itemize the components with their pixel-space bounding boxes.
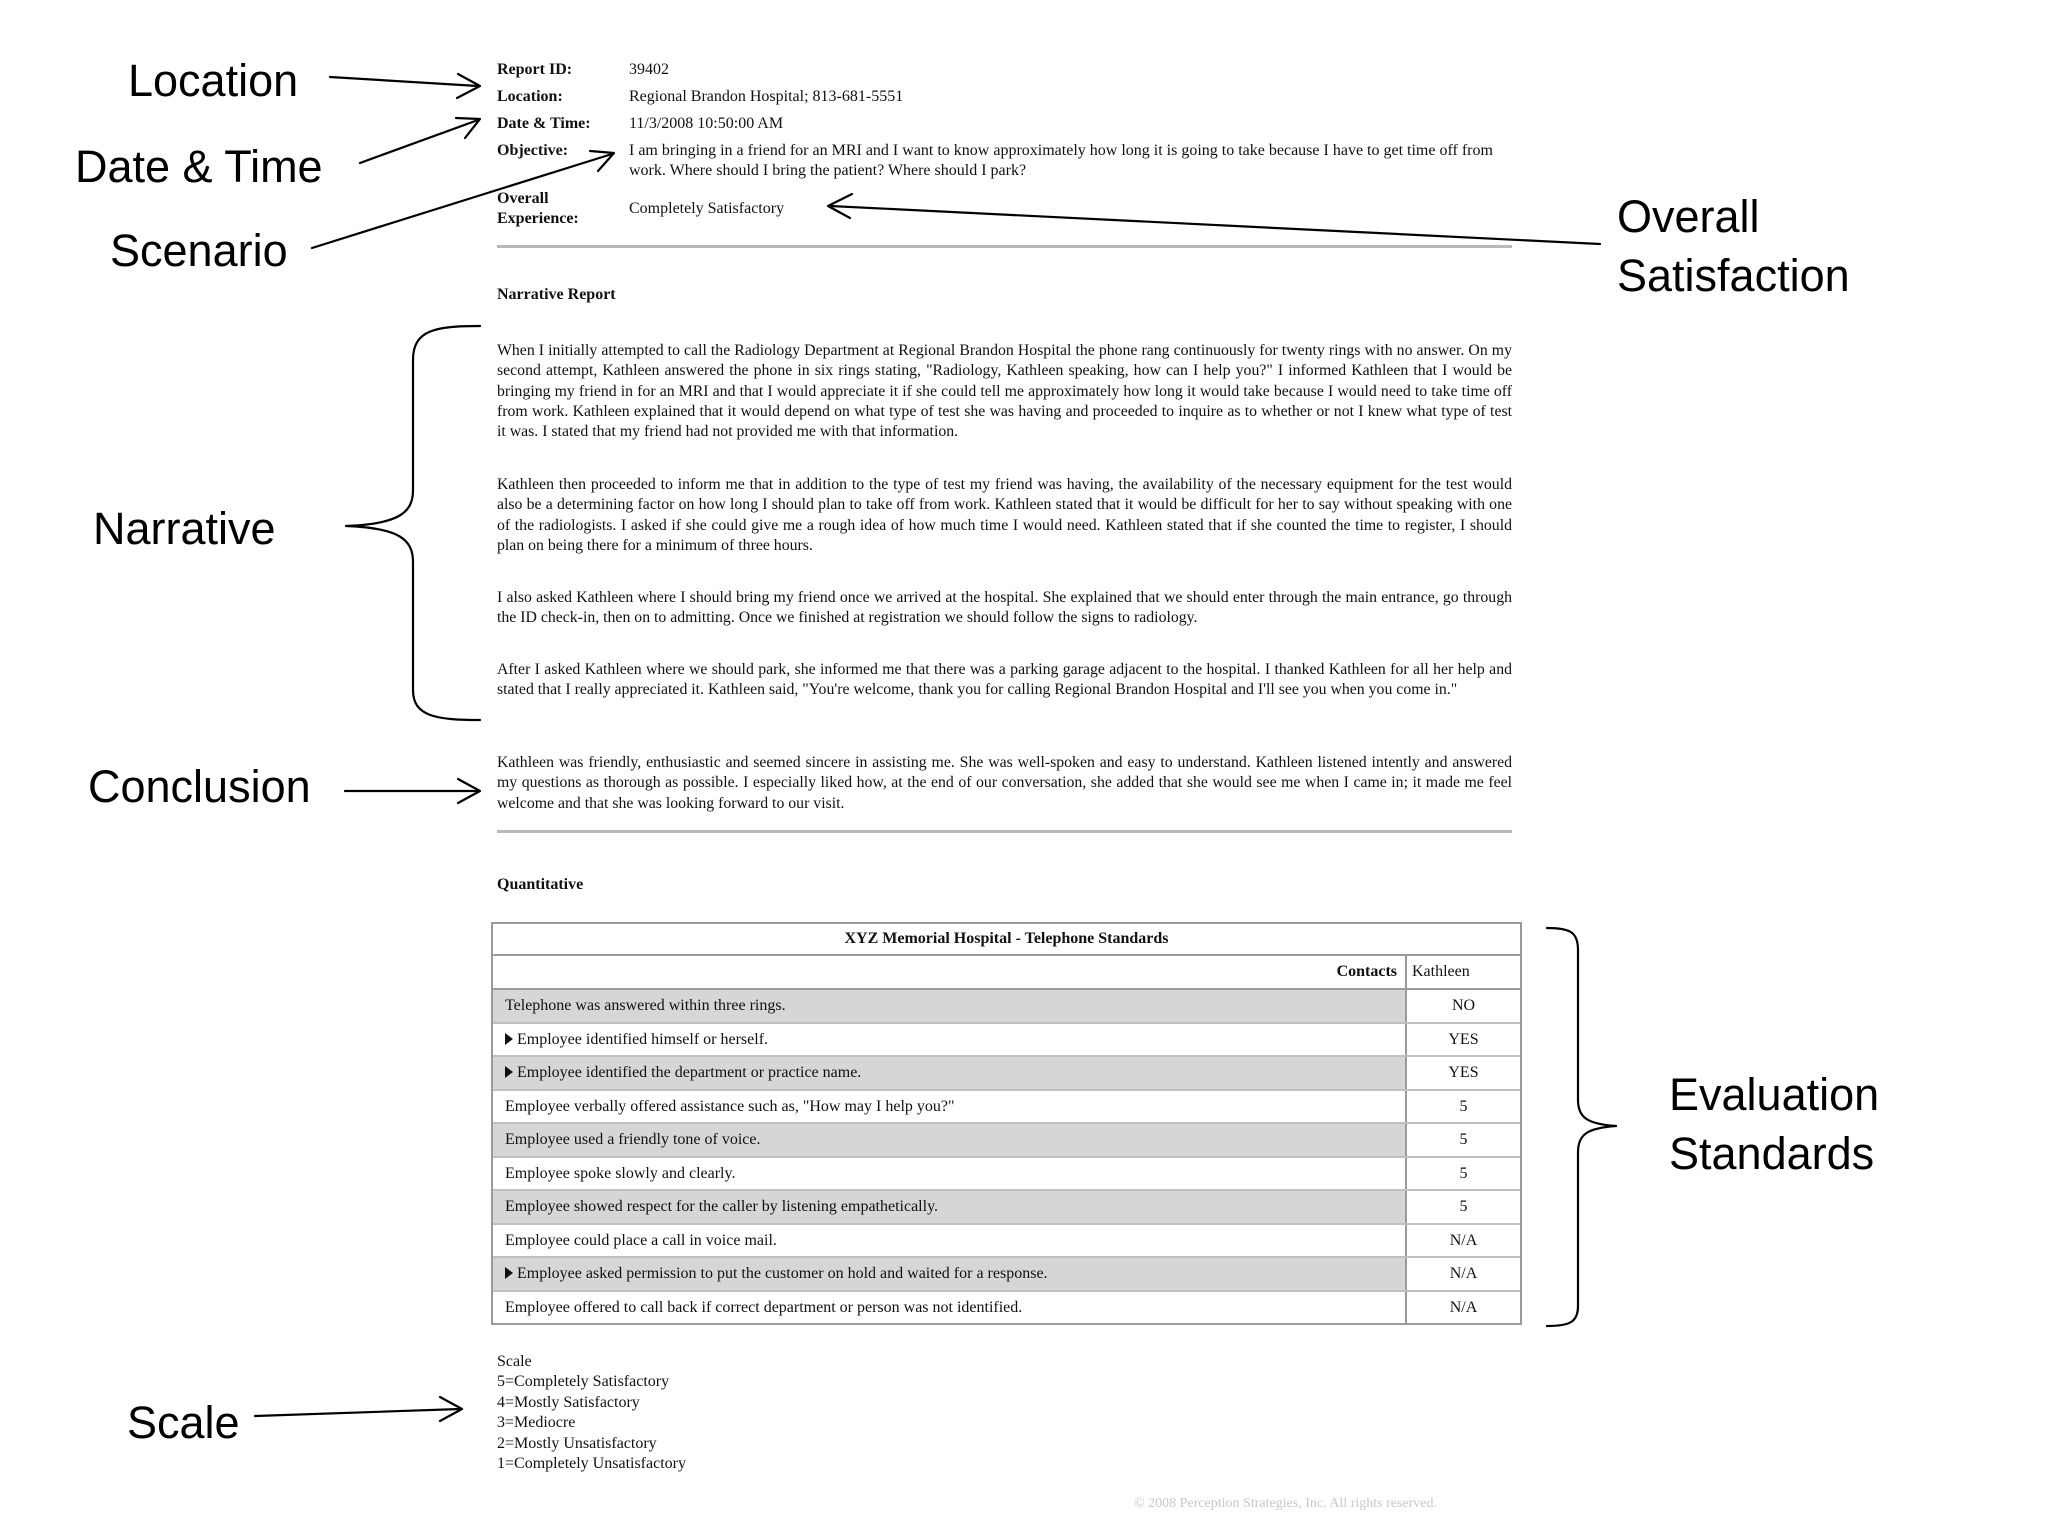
annotation-location: Location (128, 55, 299, 106)
row-marker-icon (505, 1267, 513, 1279)
standard-value: 5 (1459, 1131, 1468, 1148)
annotation-scale: Scale (127, 1397, 240, 1448)
scale-title: Scale (497, 1353, 532, 1370)
table-header-person: Kathleen (1412, 963, 1470, 980)
objective-row (497, 141, 1512, 183)
table-row (493, 1191, 1520, 1225)
annotation-conclusion: Conclusion (88, 761, 311, 812)
annotation-scenario: Scenario (110, 225, 288, 276)
standard-value: 5 (1459, 1097, 1468, 1115)
narrative-paragraph-3: I also asked Kathleen where I should bring my friend once we arrived at the hospital. She explained that we should enter through the main entrance, go through the ID check-in, then on to admitting. Once we finished at registration we should follow the signs to radiology. (497, 589, 1512, 627)
location-row (497, 87, 1512, 107)
standard-label (493, 1158, 1407, 1190)
standard-label (493, 1225, 1407, 1257)
table-row (493, 1158, 1520, 1192)
standard-value: YES (1448, 1064, 1479, 1081)
report-id-label: Report ID: (497, 61, 573, 78)
narrative-conclusion: Kathleen was friendly, enthusiastic and seemed sincere in assisting me. She was well-spoken and easy to understand. Kathleen listened intently and answered my questions as thorough as possible. I especially liked how, at the end of our conversation, she added that she would see me when I came in; it made me feel welcome and that she was looking forward to our visit. (497, 754, 1512, 812)
annotation-evaluation-standards-line1: Evaluation (1669, 1069, 1880, 1120)
arrow-conclusion (345, 779, 480, 803)
annotation-evaluation-standards-line2: Standards (1669, 1127, 1875, 1179)
standard-value: N/A (1449, 1265, 1478, 1282)
standard-label-text: Employee spoke slowly and clearly. (505, 1164, 736, 1182)
standard-label (493, 1091, 1407, 1123)
table-header-contacts: Contacts (493, 956, 1407, 988)
standard-label (493, 1292, 1407, 1324)
objective-value: I am bringing in a friend for an MRI and I want to know approximately how long it is going to take because I have to get time off from work. Where should I bring the patient? Where should I park? (629, 142, 1493, 179)
standard-value: NO (1451, 997, 1476, 1014)
objective-label: Objective: (497, 142, 569, 159)
table-row (493, 1091, 1520, 1125)
row-marker-icon (505, 1033, 513, 1045)
standard-label-text: Employee identified himself or herself. (517, 1030, 769, 1048)
brace-narrative (346, 326, 480, 720)
divider (497, 830, 1512, 833)
brace-evaluation-standards (1547, 928, 1616, 1326)
standard-value: N/A (1449, 1231, 1478, 1249)
standard-label-text: Employee offered to call back if correct department or person was not identified. (505, 1298, 1023, 1316)
standard-label-text: Employee identified the department or practice name. (517, 1064, 862, 1081)
scale-item: 5=Completely Satisfactory (497, 1373, 670, 1391)
table-title: XYZ Memorial Hospital - Telephone Standards (493, 924, 1520, 956)
standard-value: 5 (1459, 1164, 1468, 1182)
divider (497, 245, 1512, 248)
standard-label-text: Employee showed respect for the caller by listening empathetically. (505, 1198, 939, 1215)
standard-label (493, 1191, 1407, 1223)
standard-label (493, 990, 1407, 1022)
scale-item: 3=Mediocre (497, 1414, 576, 1432)
table-row (493, 1225, 1520, 1259)
scale-item: 2=Mostly Unsatisfactory (497, 1434, 657, 1452)
location-label: Location: (497, 88, 563, 105)
quantitative-title: Quantitative (497, 876, 584, 893)
scale-legend (497, 1352, 686, 1474)
annotation-date-time: Date & Time (75, 141, 323, 192)
standard-label (493, 1024, 1407, 1056)
annotation-overall-satisfaction-line2: Satisfaction (1617, 249, 1850, 301)
standard-label (493, 1057, 1407, 1089)
narrative-paragraph-4: After I asked Kathleen where we should park, she informed me that there was a parking garage adjacent to the hospital. I thanked Kathleen for all her help and stated that I really appreciated it. Kathleen said, "You're welcome, thank you for calling Regional Brandon Hospital and I'll see you when you come in." (497, 661, 1512, 699)
standard-label-text: Employee used a friendly tone of voice. (505, 1131, 761, 1148)
narrative-paragraph-2: Kathleen then proceeded to inform me that in addition to the type of test my friend was having, the availability of the necessary equipment for the test would also be a determining factor on how long I should plan to take off from work. Kathleen stated that it would be difficult for her to say without speaking with one of the radiologists. I asked if she could give me a rough idea of how much time I would need. Kathleen stated that if she counted the time to register, I should plan on being there for a minimum of three hours. (497, 476, 1512, 554)
table-header-row (493, 956, 1520, 990)
standard-label-text: Telephone was answered within three rings. (505, 997, 786, 1014)
scale-item: 4=Mostly Satisfactory (497, 1393, 640, 1411)
overall-label-line1: Overall (497, 190, 549, 207)
copyright-footer: © 2008 Perception Strategies, Inc. All rights reserved. (1134, 1496, 1438, 1511)
annotation-overall-satisfaction-line1: Overall (1617, 191, 1760, 242)
datetime-value: 11/3/2008 10:50:00 AM (629, 115, 784, 132)
annotation-narrative: Narrative (93, 503, 276, 554)
arrow-date-time (360, 118, 480, 163)
report-id-row (497, 60, 1512, 80)
standard-value: N/A (1449, 1298, 1478, 1316)
table-row (493, 1057, 1520, 1091)
location-value: Regional Brandon Hospital; 813-681-5551 (629, 88, 904, 105)
narrative-paragraph-1: When I initially attempted to call the Radiology Department at Regional Brandon Hospital the phone rang continuously for twenty rings with no answer. On my second attempt, Kathleen answered the phone in six rings stating, "Radiology, Kathleen speaking, how can I help you?" I informed Kathleen that I would be bringing my friend in for an MRI and that I would appreciate it if she could tell me approximately how long it would take because I would need to take time off from work. Kathleen explained that it would depend on what type of test she was having and proceeded to inquire as to whether or not I knew what type of test it was. I stated that my friend had not provided me with that information. (497, 342, 1512, 441)
datetime-row (497, 114, 1512, 134)
standard-value: YES (1448, 1030, 1479, 1048)
standard-label (493, 1124, 1407, 1156)
table-row (493, 1258, 1520, 1292)
table-row (493, 990, 1520, 1024)
overall-label (497, 189, 627, 229)
telephone-standards-table (491, 922, 1522, 1325)
standard-label-text: Employee asked permission to put the customer on hold and waited for a response. (517, 1265, 1048, 1282)
report-id-value: 39402 (629, 61, 669, 78)
row-marker-icon (505, 1066, 513, 1078)
narrative-title: Narrative Report (497, 286, 616, 303)
standard-label (493, 1258, 1407, 1290)
scale-item: 1=Completely Unsatisfactory (497, 1455, 686, 1473)
datetime-label: Date & Time: (497, 115, 591, 132)
table-row (493, 1292, 1520, 1324)
overall-row (497, 189, 1512, 231)
standard-label-text: Employee verbally offered assistance such as, "How may I help you?" (505, 1097, 955, 1115)
standard-label-text: Employee could place a call in voice mail. (505, 1231, 777, 1249)
standard-value: 5 (1459, 1198, 1468, 1215)
overall-value: Completely Satisfactory (629, 200, 785, 217)
arrow-location (330, 74, 480, 98)
arrow-scale (255, 1397, 462, 1421)
overall-label-line2: Experience: (497, 210, 579, 227)
table-body (493, 990, 1520, 1323)
table-row (493, 1124, 1520, 1158)
table-row (493, 1024, 1520, 1058)
